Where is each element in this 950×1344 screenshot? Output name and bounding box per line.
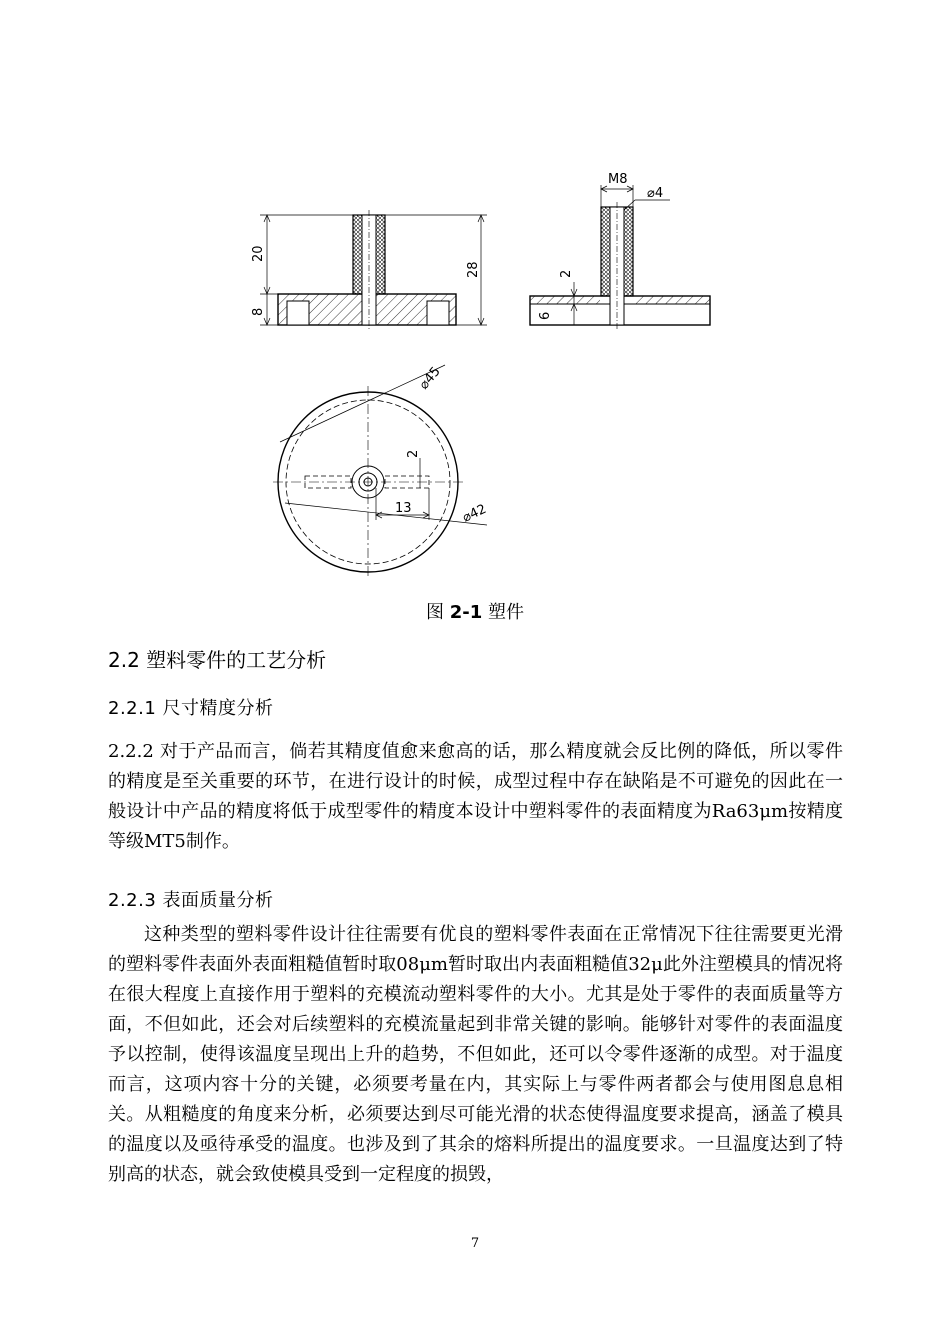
dim-d4: ⌀4 [647, 186, 664, 201]
paragraph-1: 2.2.2 对于产品而言，倘若其精度值愈来愈高的话，那么精度就会反比例的降低，所以零件的精度是至关重要的环节，在进行设计的时候，成型过程中存在缺陷是不可避免的因此在一般设计中产品的精度将低于成型零件的精度本设计中塑料零件的表面精度为Ra63μm按精度等级MT5制作。 [108, 741, 843, 852]
dim-13: 13 [395, 501, 412, 516]
page-number: 7 [470, 1236, 480, 1251]
caption-prefix: 图 [426, 602, 444, 623]
dim-d42: ⌀42 [460, 501, 489, 526]
dim-20: 20 [251, 245, 266, 262]
dim-2-top: 2 [406, 449, 421, 458]
dim-d45: ⌀45 [416, 364, 444, 393]
section-heading: 2.2 塑料零件的工艺分析 [108, 648, 327, 672]
part-drawing [225, 160, 725, 590]
dim-8: 8 [251, 307, 266, 316]
side-section-view [530, 185, 710, 330]
top-view [273, 365, 487, 578]
caption-text: 塑件 [488, 602, 524, 623]
dim-2-side: 2 [559, 269, 574, 278]
dim-28: 28 [466, 261, 481, 278]
dim-6-side: 6 [538, 311, 553, 320]
front-section-view [260, 210, 487, 330]
paragraph-2: 这种类型的塑料零件设计往往需要有优良的塑料零件表面在正常情况下往往需要更光滑的塑料零件表面外表面粗糙值暂时取08μm暂时取出内表面粗糙值32μ此外注塑模具的情况将在很大程度上直接作用于塑料的充模流动塑料零件的大小。尤其是处于零件的表面质量等方面，不但如此，还会对后续塑料的充模流量起到非常关键的影响。能够针对零件的表面温度予以控制，使得该温度呈现出上升的趋势，不但如此，还可以令零件逐渐的成型。对于温度而言，这项内容十分的关键，必须要考量在内，其实际上与零件两者都会与使用图息息相关。从粗糙度的角度来分析，必须要达到尽可能光滑的状态使得温度要求提高，涵盖了模具的温度以及亟待承受的温度。也涉及到了其余的熔料所提出的温度要求。一旦温度达到了特别高的状态，就会致使模具受到一定程度的损毁， [108, 924, 843, 1185]
figure-caption [0, 598, 950, 624]
subsection-heading-1: 2.2.1 尺寸精度分析 [108, 698, 274, 719]
caption-number: 2-1 [449, 602, 483, 623]
dim-m8: M8 [608, 172, 628, 187]
subsection-heading-2: 2.2.3 表面质量分析 [108, 890, 274, 911]
